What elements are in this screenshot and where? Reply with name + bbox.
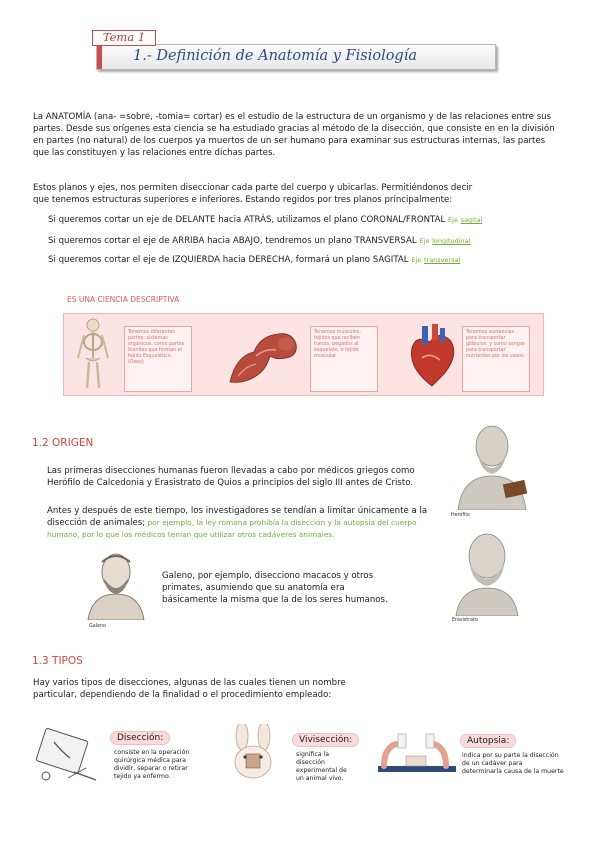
intro-line: partes. Desde sus orígenes esta ciencia se ha estudiado gracias al método de la disección, que consiste en en la división bbox=[33, 124, 555, 134]
intro-line: La ANATOMÍA (ana- =sobre, -tomia= cortar) es el estudio de la estructura de un organismo y de las relaciones entre sus bbox=[33, 112, 552, 122]
plane-item-coronal bbox=[48, 214, 482, 226]
definition-line: determinarla causa de la muerte bbox=[462, 768, 564, 775]
axis-link[interactable]: transversal bbox=[423, 256, 461, 264]
definition-line: consiste en la operación bbox=[114, 749, 190, 756]
eje-label: Eje bbox=[411, 256, 422, 264]
tema-tag: Tema 1 bbox=[92, 30, 156, 46]
section-title-tipos: 1.3 TIPOS bbox=[32, 655, 83, 667]
origen-line bbox=[47, 517, 447, 529]
origen-line: primates, asumiendo que su anatomía era bbox=[162, 583, 345, 593]
definition-line: dividir, separar o retirar bbox=[114, 765, 188, 772]
origen-black-text: disección de animales; bbox=[47, 518, 146, 528]
caption-herofilo: Herófilo bbox=[451, 513, 470, 518]
definition-line: disección bbox=[296, 759, 325, 766]
definition-line: significa la bbox=[296, 751, 330, 758]
skeleton-note: Tenemos diferentes partes: sistemas orgánicos, como partes blandas que forman el tejido Esquelético, (Óseo) bbox=[124, 326, 192, 392]
galeno-portrait-image bbox=[84, 548, 148, 620]
definition-line: experimental de bbox=[296, 767, 347, 774]
plane-item-text: Si queremos cortar un eje de DELANTE hacia ATRÁS, utilizamos el plano CORONAL/FRONTAL bbox=[48, 215, 446, 225]
origen-paragraph-1 bbox=[47, 465, 447, 489]
definition-line: quirúrgica médica para bbox=[114, 757, 186, 764]
title-accent-bar bbox=[97, 45, 102, 69]
erasistrato-bust-image bbox=[448, 528, 526, 616]
origen-line: Antes y después de este tiempo, los investigadores se tendían a limitar únicamente a la bbox=[47, 506, 428, 516]
tipo-viviseccion-definition bbox=[296, 751, 347, 783]
axis-link[interactable]: sagital bbox=[460, 216, 483, 224]
autopsy-table-image bbox=[376, 726, 458, 782]
plane-item-sagital bbox=[48, 254, 460, 266]
axis-link[interactable]: longitudinal bbox=[432, 237, 471, 245]
tipo-diseccion-definition bbox=[114, 749, 189, 781]
eje-label: Eje bbox=[419, 237, 430, 245]
planes-intro-line: Estos planos y ejes, nos permiten diseccionar cada parte del cuerpo y ubicarlas. Permitiéndonos decir bbox=[33, 183, 473, 193]
definition-line: indica por su parte la disección bbox=[462, 752, 559, 759]
origen-green-text: por ejemplo, la ley romana prohibía la disección y la autopsia del cuerpo bbox=[145, 518, 417, 527]
descriptive-label: ES UNA CIENCIA DESCRIPTIVA bbox=[67, 295, 180, 304]
intro-line: en partes (no natural) de los cuerpos ya muertos de un ser humano para examinar sus estructuras internas, las partes bbox=[33, 136, 546, 146]
dissection-tools-image bbox=[34, 728, 106, 786]
origen-green-line: humano, por lo que los médicos tenían que utilizar otros cadáveres animales. bbox=[47, 530, 335, 539]
planes-intro bbox=[33, 182, 573, 206]
origen-line: Galeno, por ejemplo, disecciono macacos y otros bbox=[162, 571, 374, 581]
definition-line: tejido ya enfermo. bbox=[114, 773, 171, 780]
tipo-viviseccion-label: Vivisección: bbox=[292, 733, 359, 747]
definition-line: un animal vivo. bbox=[296, 775, 344, 782]
heart-note: Tenemos sustancias para transportar glóbulos, y como sangre para transportar nutrientes por los vasos. bbox=[462, 326, 530, 392]
heart-image bbox=[404, 322, 460, 390]
tipo-autopsia-label: Autopsia: bbox=[460, 734, 516, 748]
origen-line: Herófilo de Calcedonia y Erasistrato de Quios a principios del siglo III antes de Cristo. bbox=[47, 478, 414, 488]
caption-erasistrato: Erasistrato bbox=[452, 618, 478, 623]
plane-item-text: Si queremos cortar el eje de ARRIBA hacia ABAJO, tendremos un plano TRANSVERSAL bbox=[48, 236, 417, 246]
origen-line: básicamente la misma que la de los seres humanos. bbox=[162, 595, 388, 605]
planes-intro-line: que tenemos estructuras superiores e inferiores. Estando regidos por tres planos principalmente: bbox=[33, 195, 453, 205]
origen-paragraph-3 bbox=[162, 570, 422, 606]
tipo-autopsia-definition bbox=[462, 752, 564, 776]
skeleton-image bbox=[74, 318, 112, 390]
origen-paragraph-2 bbox=[47, 505, 447, 541]
page-title: 1.- Definición de Anatomía y Fisiología bbox=[133, 48, 417, 64]
section-title-origen: 1.2 ORIGEN bbox=[32, 437, 94, 449]
definition-line: de un cadáver para bbox=[462, 760, 523, 767]
eje-label: Eje bbox=[448, 216, 458, 224]
plane-item-transversal bbox=[48, 235, 470, 247]
tipos-intro bbox=[33, 677, 433, 701]
tipos-intro-line: particular, dependiendo de la finalidad o el procedimiento empleado: bbox=[33, 690, 332, 700]
tipos-intro-line: Hay varios tipos de disecciones, algunas de las cuales tienen un nombre bbox=[33, 678, 346, 688]
intro-paragraph bbox=[33, 111, 573, 159]
muscle-note: Tenemos músculos, tejidos que reciben fuerza, pegados al esqueleto, o tejido muscular bbox=[310, 326, 378, 392]
herofilo-bust-image bbox=[448, 420, 536, 510]
caption-galeno: Galeno bbox=[89, 624, 106, 629]
plane-item-text: Si queremos cortar el eje de IZQUIERDA hacia DERECHA, formará un plano SAGITAL bbox=[48, 255, 409, 265]
title-banner bbox=[96, 44, 496, 70]
muscle-arm-image bbox=[226, 326, 302, 386]
rabbit-image bbox=[224, 724, 282, 784]
intro-line: que las constituyen y las relaciones entre dichas partes. bbox=[33, 148, 276, 158]
tipo-diseccion-label: Disección: bbox=[110, 731, 170, 745]
origen-line: Las primeras disecciones humanas fueron llevadas a cabo por médicos griegos como bbox=[47, 466, 415, 476]
